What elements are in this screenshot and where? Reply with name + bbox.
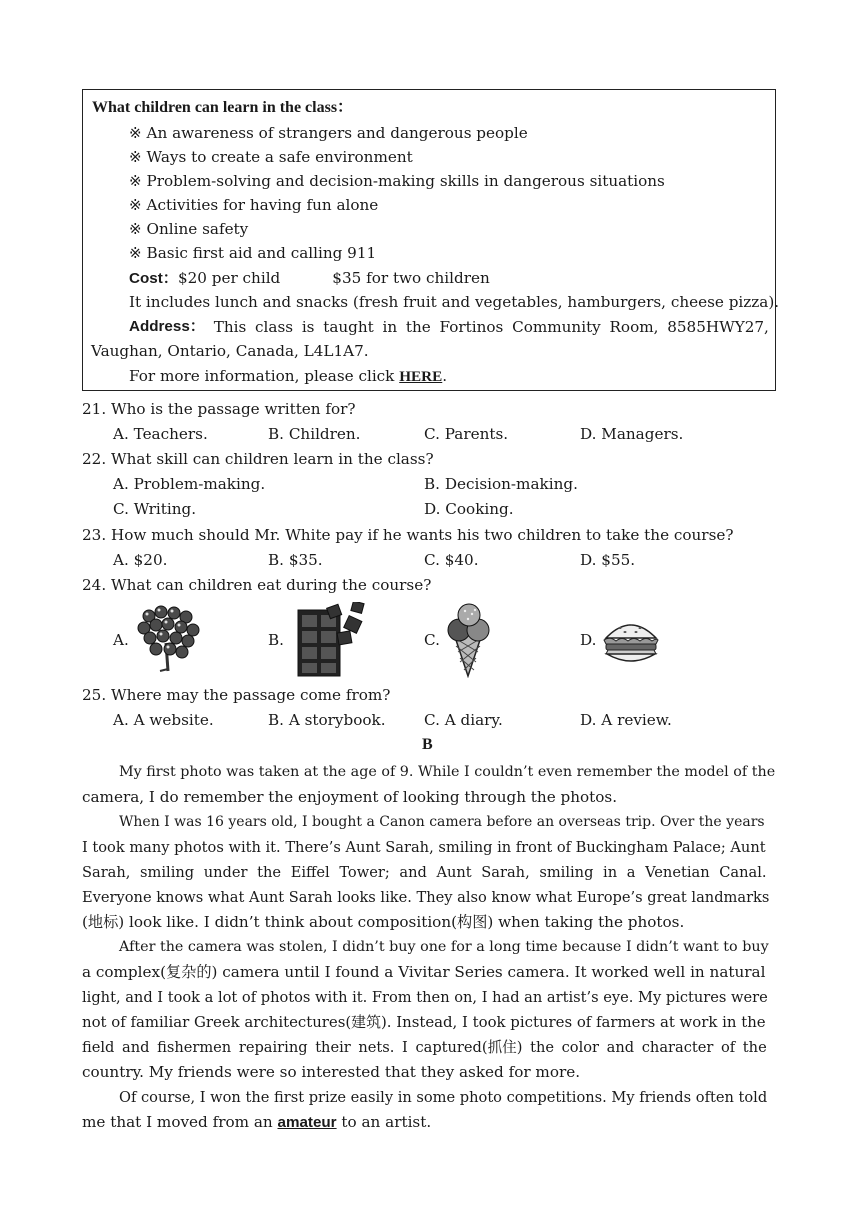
notice-item: ※ Online safety xyxy=(129,220,249,238)
hamburger-icon xyxy=(602,618,660,666)
question-23: 23. How much should Mr. White pay if he wants his two children to take the course? xyxy=(82,526,734,544)
q25-option-d[interactable]: D. A review. xyxy=(580,711,672,729)
q23-option-c[interactable]: C. $40. xyxy=(424,551,479,569)
q23-option-d[interactable]: D. $55. xyxy=(580,551,636,569)
passage-line: Of course, I won the first prize easily in some photo competitions. My friends often told xyxy=(119,1089,768,1106)
passage-text: me that I moved from an xyxy=(82,1113,278,1131)
address-word: the xyxy=(405,318,431,336)
q24-option-a[interactable]: A. xyxy=(113,631,129,649)
notice-item: ※ Ways to create a safe environment xyxy=(129,148,413,166)
address-word: in xyxy=(382,318,398,336)
here-link[interactable]: HERE xyxy=(399,368,443,385)
passage-line: not of familiar Greek architectures(建筑). Instead, I took pictures of farmers at work in the xyxy=(82,1013,766,1031)
notice-title: What children can learn in the class： xyxy=(92,99,354,116)
passage-line: Everyone knows what Aunt Sarah looks like. They also know what Europe’s great landmarks xyxy=(82,889,770,906)
section-b-heading: B xyxy=(422,736,433,753)
cost-one-child: $20 per child xyxy=(177,269,281,287)
ice-cream-icon xyxy=(444,602,494,678)
q23-option-a[interactable]: A. $20. xyxy=(113,551,168,569)
address-word: is xyxy=(301,318,315,336)
notice-item: ※ Activities for having fun alone xyxy=(129,196,379,214)
q22-option-b[interactable]: B. Decision-making. xyxy=(424,475,578,493)
passage-line: I took many photos with it. There’s Aunt Sarah, smiling in front of Buckingham Palace; Aunt xyxy=(82,839,766,856)
address-line-2: Vaughan, Ontario, Canada, L4L1A7. xyxy=(91,342,369,360)
q25-option-c[interactable]: C. A diary. xyxy=(424,711,503,729)
passage-line: country. My friends were so interested that they asked for more. xyxy=(82,1063,581,1081)
notice-item: ※ Basic first aid and calling 911 xyxy=(129,244,377,262)
passage-line: After the camera was stolen, I didn’t buy one for a long time because I didn’t want to buy xyxy=(119,939,769,955)
question-24: 24. What can children eat during the course? xyxy=(82,576,432,594)
more-info-line xyxy=(129,366,447,387)
cost-line xyxy=(129,268,490,289)
notice-item: ※ Problem-solving and decision-making skills in dangerous situations xyxy=(129,172,665,190)
chocolate-icon xyxy=(296,602,370,678)
address-word: class xyxy=(255,318,294,336)
passage-line: camera, I do remember the enjoyment of looking through the photos. xyxy=(82,788,618,806)
question-25: 25. Where may the passage come from? xyxy=(82,686,391,704)
passage-text: to an artist. xyxy=(336,1113,432,1131)
q24-option-d[interactable]: D. xyxy=(580,631,597,649)
address-word: 8585HWY27, xyxy=(667,318,769,336)
cost-two-children: $35 for two children xyxy=(332,269,490,287)
passage-line: (地标) look like. I didn’t think about composition(构图) when taking the photos. xyxy=(82,913,685,931)
address-label: Address： xyxy=(129,318,205,335)
grapes-icon xyxy=(136,603,200,673)
question-22: 22. What skill can children learn in the class? xyxy=(82,450,434,468)
more-info-text: For more information, please click xyxy=(129,367,400,385)
amateur-word: amateur xyxy=(277,1114,337,1131)
passage-line: When I was 16 years old, I bought a Canon camera before an overseas trip. Over the years xyxy=(119,814,765,830)
q25-option-b[interactable]: B. A storybook. xyxy=(268,711,386,729)
q24-option-b[interactable]: B. xyxy=(268,631,284,649)
address-word: Community xyxy=(512,318,601,336)
q21-option-b[interactable]: B. Children. xyxy=(268,425,361,443)
cost-label: Cost： xyxy=(129,270,178,287)
passage-line: light, and I took a lot of photos with it. From then on, I had an artist’s eye. My pictures were xyxy=(82,989,768,1006)
question-21: 21. Who is the passage written for? xyxy=(82,400,356,418)
passage-paragraph-2 xyxy=(82,810,776,935)
address-word: Room, xyxy=(609,318,659,336)
q21-option-d[interactable]: D. Managers. xyxy=(580,425,684,443)
class-notice-box xyxy=(82,89,780,391)
q22-option-a[interactable]: A. Problem-making. xyxy=(113,475,266,493)
address-line-1 xyxy=(129,317,769,337)
passage-paragraph-4 xyxy=(82,1085,776,1135)
passage-line: a complex(复杂的) camera until I found a Vivitar Series camera. It worked well in natural xyxy=(82,963,766,981)
passage-paragraph-3 xyxy=(82,935,776,1085)
period-text: . xyxy=(442,367,448,385)
passage-paragraph-1 xyxy=(82,760,776,810)
passage-line xyxy=(82,1110,776,1135)
includes-line: It includes lunch and snacks (fresh fruit and vegetables, hamburgers, cheese pizza). xyxy=(129,293,780,311)
notice-item: ※ An awareness of strangers and dangerous people xyxy=(129,124,528,142)
q22-option-d[interactable]: D. Cooking. xyxy=(424,500,514,518)
passage-line: Sarah, smiling under the Eiffel Tower; and Aunt Sarah, smiling in a Venetian Canal. xyxy=(82,864,767,881)
q21-option-a[interactable]: A. Teachers. xyxy=(113,425,208,443)
q23-option-b[interactable]: B. $35. xyxy=(268,551,323,569)
address-word: Fortinos xyxy=(439,318,504,336)
passage-line: My first photo was taken at the age of 9. While I couldn’t even remember the model of the xyxy=(119,764,776,780)
q21-option-c[interactable]: C. Parents. xyxy=(424,425,509,443)
address-word: taught xyxy=(323,318,374,336)
q24-option-c[interactable]: C. xyxy=(424,631,440,649)
passage-line: field and fishermen repairing their nets. I captured(抓住) the color and character of the xyxy=(82,1039,767,1056)
q22-option-c[interactable]: C. Writing. xyxy=(113,500,197,518)
address-word: This xyxy=(213,318,247,336)
q25-option-a[interactable]: A. A website. xyxy=(113,711,214,729)
